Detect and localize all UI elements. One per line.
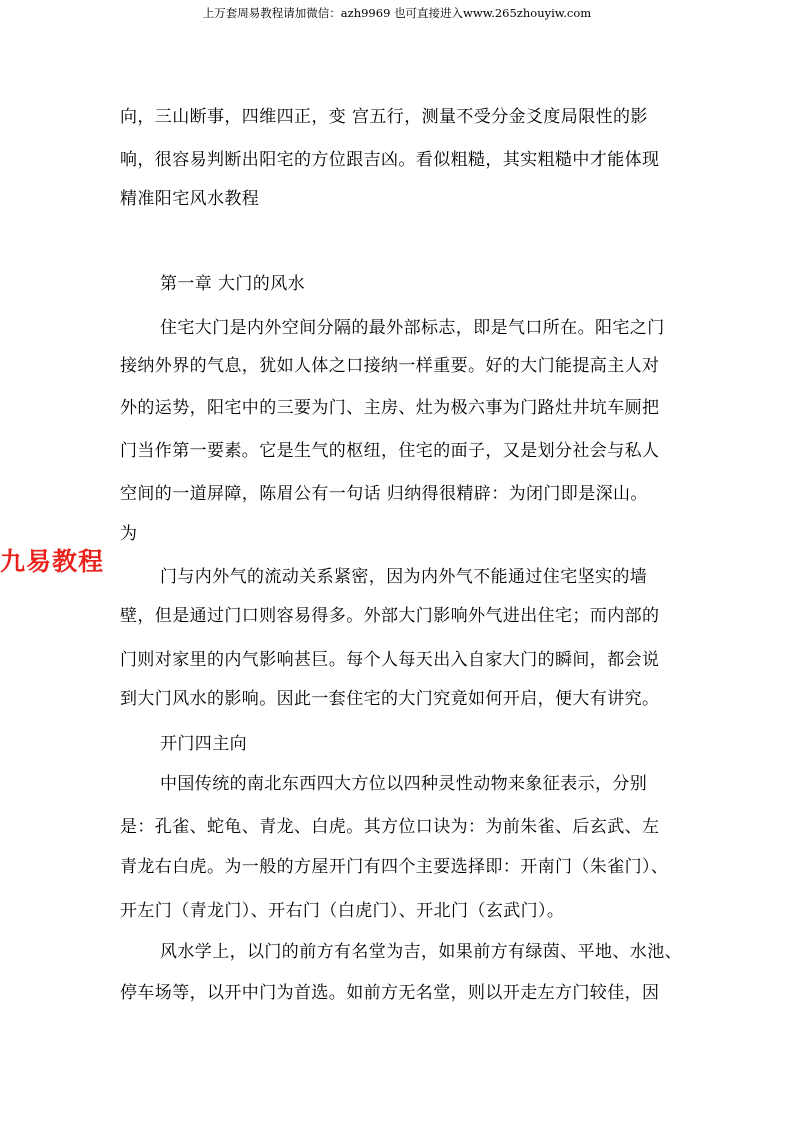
body-line-10: 门与内外气的流动关系紧密，因为内外气不能通过住宅坚实的墙	[160, 567, 648, 587]
body-line-8: 空间的一道屏障，陈眉公有一句话 归纳得很精辟：为闭门即是深山。	[120, 484, 648, 504]
body-line-17: 开左门（青龙门）、开右门（白虎门）、开北门（玄武门）。	[120, 901, 565, 921]
body-line-3: 精准阳宅风水教程	[120, 189, 260, 209]
body-line-2: 响，很容易判断出阳宅的方位跟吉凶。看似粗糙，其实粗糙中才能体现	[120, 150, 660, 170]
body-line-11: 壁，但是通过门口则容易得多。外部大门影响外气进出住宅；而内部的	[120, 606, 660, 626]
body-line-16: 青龙右白虎。为一般的方屋开门有四个主要选择即：开南门（朱雀门）、	[120, 857, 669, 877]
body-line-19: 停车场等，以开中门为首选。如前方无名堂，则以开走左方门较佳，因	[120, 983, 660, 1003]
body-line-14: 中国传统的南北东西四大方位以四种灵性动物来象征表示，分别	[160, 774, 648, 794]
body-line-15: 是：孔雀、蛇龟、青龙、白虎。其方位口诀为：为前朱雀、后玄武、左	[120, 817, 660, 837]
body-line-6: 外的运势，阳宅中的三要为门、主房、灶为极六事为门路灶井坑车厕把	[120, 398, 660, 418]
body-line-13: 到大门风水的影响。因此一套住宅的大门究竟如何开启，便大有讲究。	[120, 689, 660, 709]
header-note: 上万套周易教程请加微信：azh9969 也可直接进入www.265zhouyiw.com	[202, 6, 592, 20]
body-line-4: 住宅大门是内外空间分隔的最外部标志，即是气口所在。阳宅之门	[160, 318, 665, 338]
section-heading: 开门四主向	[160, 734, 247, 754]
body-line-7: 门当作第一要素。它是生气的枢纽，住宅的面子，又是划分社会与私人	[120, 441, 660, 461]
watermark-logo: 九易教程	[0, 547, 105, 576]
chapter-heading: 第一章 大门的风水	[160, 274, 306, 294]
body-line-5: 接纳外界的气息，犹如人体之口接纳一样重要。好的大门能提高主人对	[120, 356, 660, 376]
body-line-18: 风水学上，以门的前方有名堂为吉，如果前方有绿茵、平地、水池、	[160, 942, 682, 962]
body-line-9: 为	[120, 524, 138, 544]
body-line-1: 向，三山断事，四维四正，变 宫五行，测量不受分金爻度局限性的影	[120, 107, 648, 127]
body-line-12: 门则对家里的内气影响甚巨。每个人每天出入自家大门的瞬间，都会说	[120, 650, 660, 670]
